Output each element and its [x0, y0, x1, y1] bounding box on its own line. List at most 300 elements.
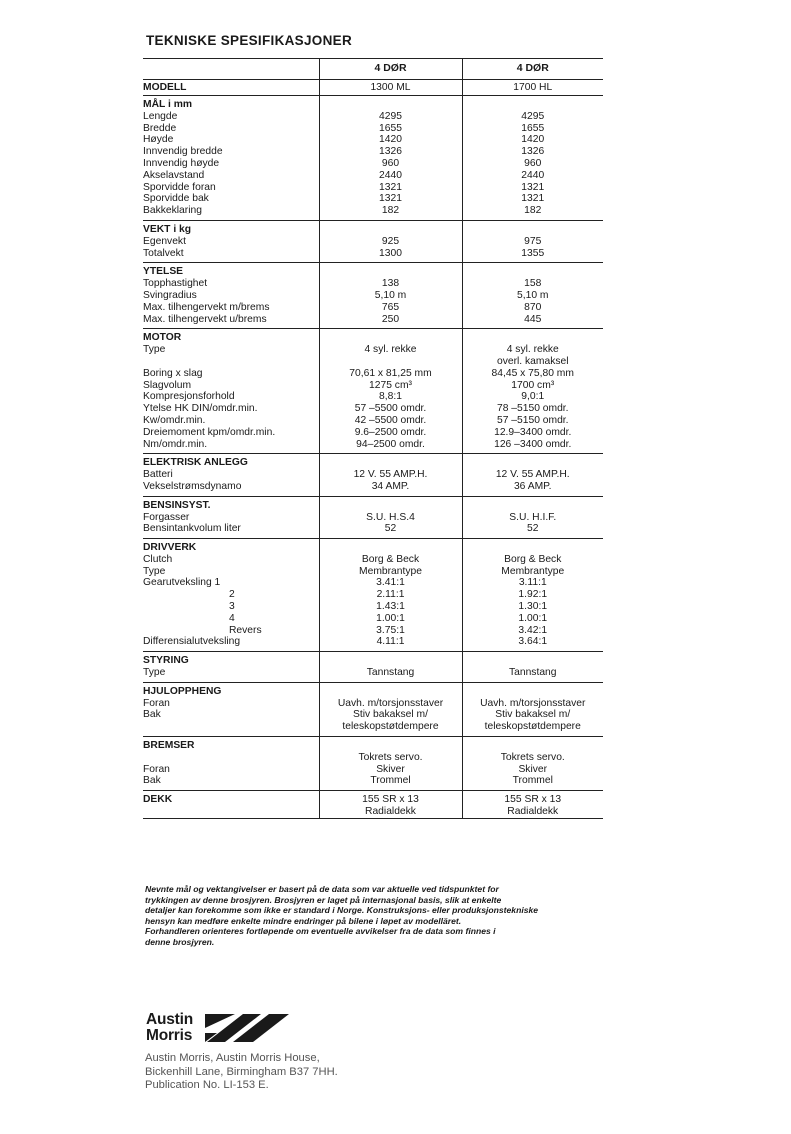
spec-row [143, 146, 603, 158]
value-col-1 [319, 566, 462, 578]
value-line: 1.00:1 [376, 612, 405, 624]
value-line: 42 –5500 omdr. [354, 414, 427, 426]
value-line: 36 AMP. [513, 480, 552, 492]
value-col-1 [319, 454, 462, 469]
spec-row [143, 709, 603, 733]
value-col-1 [319, 764, 462, 776]
spec-row [143, 601, 603, 613]
value-line: 70,61 x 81,25 mm [349, 367, 432, 379]
value-col-2 [462, 302, 603, 314]
value-col-1 [319, 302, 462, 314]
spec-label: Vekselstrømsdynamo [143, 480, 242, 492]
model-value-1: 1300 ML [319, 80, 462, 96]
value-col-2 [462, 454, 603, 469]
spec-label: Ytelse HK DIN/omdr.min. [143, 403, 258, 415]
section-heading-row [143, 220, 603, 235]
spec-label: Høyde [143, 134, 174, 146]
spec-row [143, 278, 603, 290]
value-line: 52 [527, 523, 539, 535]
value-col-1 [319, 775, 462, 787]
spec-label: Innvendig høyde [143, 157, 220, 169]
value-col-1 [319, 737, 462, 752]
logo-line-austin: Austin [146, 1011, 194, 1028]
value-col-1 [319, 134, 462, 146]
section-heading-row [143, 539, 603, 554]
value-line: 138 [381, 278, 400, 290]
spec-row [143, 111, 603, 123]
value-col-2 [462, 134, 603, 146]
value-line: S.U. H.I.F. [509, 511, 557, 523]
spec-row [143, 636, 603, 648]
spec-row [143, 158, 603, 170]
value-col-1 [319, 625, 462, 637]
value-line: S.U. H.S.4 [366, 511, 415, 523]
value-line: 158 [524, 278, 542, 290]
value-line: 1300 [379, 247, 402, 259]
spec-row [143, 236, 603, 248]
value-line: 5,10 m [517, 289, 549, 301]
value-line: 1.92:1 [518, 589, 548, 601]
value-col-2 [462, 698, 603, 710]
value-line: Tannstang [366, 667, 415, 679]
value-col-2 [462, 146, 603, 158]
spec-row [143, 182, 603, 194]
section-heading-row [143, 454, 603, 469]
value-col-2 [462, 248, 603, 260]
value-col-1 [319, 403, 462, 415]
value-line: 78 –5150 omdr. [496, 403, 569, 415]
value-col-1 [319, 146, 462, 158]
value-col-1 [319, 554, 462, 566]
value-col-1 [319, 752, 462, 764]
value-line: 1321 [379, 181, 402, 193]
value-col-2 [462, 427, 603, 439]
value-line: Borg & Beck [504, 553, 562, 565]
spec-row [143, 698, 603, 710]
value-line: 57 –5150 omdr. [496, 414, 569, 426]
value-col-1 [319, 698, 462, 710]
section-heading-text: DEKK [143, 794, 173, 806]
footnote-line: denne brosjyren. [145, 936, 215, 947]
section-heading-row [143, 263, 603, 278]
value-col-2 [462, 481, 603, 493]
value-line: 34 AMP. [371, 480, 410, 492]
spec-label: Type [143, 565, 166, 577]
value-line: 155 SR x 13 [362, 794, 419, 806]
spec-row [143, 613, 603, 625]
value-col-2 [462, 589, 603, 601]
spec-row [143, 625, 603, 637]
value-col-2 [462, 170, 603, 182]
value-col-2 [462, 566, 603, 578]
section-heading: MOTOR [143, 329, 319, 344]
spec-row [143, 170, 603, 182]
value-col-1 [319, 111, 462, 123]
value-line: Uavh. m/torsjonsstaver [480, 697, 586, 709]
value-col-2 [462, 469, 603, 481]
value-line: Uavh. m/torsjonsstaver [337, 697, 444, 709]
value-line: 765 [381, 301, 400, 313]
value-line: 8,8:1 [379, 391, 402, 403]
value-line: 155 SR x 13 [504, 794, 562, 806]
value-line: Trommel [370, 775, 411, 787]
spec-row [143, 415, 603, 427]
value-col-1 [319, 278, 462, 290]
value-line: 870 [524, 301, 542, 313]
section-heading: BENSINSYST. [143, 496, 319, 511]
spec-row [143, 205, 603, 217]
value-line: 1.30:1 [518, 601, 548, 613]
value-line: Skiver [518, 763, 548, 775]
value-col-2 [462, 391, 603, 403]
value-line: Membrantype [501, 565, 565, 577]
spec-label: Innvendig bredde [143, 146, 223, 158]
value-line: 4.11:1 [376, 636, 405, 648]
spec-row [143, 752, 603, 764]
value-line: 1655 [521, 122, 545, 134]
spec-row [143, 667, 603, 679]
footnote-line: trykkingen av denne brosjyren. Brosjyren er laget på internasjonal basis, slik at enkelte [145, 894, 502, 905]
spec-label: Bak [143, 709, 161, 721]
value-col-1 [319, 791, 462, 819]
value-line: 2440 [521, 169, 545, 181]
value-line: Radialdekk [507, 806, 559, 818]
value-col-1 [319, 667, 462, 679]
value-col-2 [462, 193, 603, 205]
value-col-1 [319, 96, 462, 111]
spec-label: 4 [229, 612, 235, 624]
spec-row [143, 302, 603, 314]
spec-label: Bredde [143, 122, 177, 134]
spec-label: Foran [143, 763, 170, 775]
spec-label: Bakkeklaring [143, 205, 202, 217]
value-col-1 [319, 220, 462, 235]
value-col-1 [319, 636, 462, 648]
spec-row [143, 123, 603, 135]
spec-row [143, 589, 603, 601]
value-col-2 [462, 329, 603, 344]
value-line: Stiv bakaksel m/ [353, 709, 428, 721]
value-col-1 [319, 496, 462, 511]
value-line: 9.6–2500 omdr. [354, 426, 427, 438]
value-col-1 [319, 236, 462, 248]
spec-row [143, 290, 603, 302]
column-header-2: 4 DØR [462, 59, 603, 80]
value-col-1 [319, 481, 462, 493]
value-col-2 [462, 220, 603, 235]
value-col-2 [462, 601, 603, 613]
value-line: 9,0:1 [521, 391, 545, 403]
section-heading-row [143, 737, 603, 752]
value-col-2 [462, 158, 603, 170]
value-col-2 [462, 96, 603, 111]
spec-label: Dreiemoment kpm/omdr.min. [143, 426, 276, 438]
value-col-2 [462, 764, 603, 776]
spec-label: Foran [143, 697, 170, 709]
value-col-2 [462, 403, 603, 415]
value-line: 52 [384, 523, 397, 535]
value-col-1 [319, 314, 462, 326]
spec-label: Batteri [143, 469, 173, 481]
section-heading: VEKT i kg [143, 220, 319, 235]
spec-row [143, 344, 603, 368]
value-col-2 [462, 652, 603, 667]
footnote-line: Forhandleren orienteres fortløpende om eventuelle avvikelser fra de data som finnes i [145, 926, 496, 937]
value-col-1 [319, 263, 462, 278]
value-line: teleskopstøtdempere [342, 721, 439, 733]
spec-label: Svingradius [143, 289, 197, 301]
address-line: Austin Morris, Austin Morris House, [145, 1052, 320, 1064]
value-line: 57 –5500 omdr. [354, 403, 427, 415]
spec-label: Max. tilhengervekt m/brems [143, 301, 270, 313]
value-col-1 [319, 589, 462, 601]
value-line: 4 syl. rekke [506, 344, 559, 356]
spec-row [143, 512, 603, 524]
value-col-1 [319, 512, 462, 524]
value-line: Tokrets servo. [500, 751, 565, 763]
value-line: 2440 [379, 169, 402, 181]
spec-label: Type [143, 667, 166, 679]
section-heading: MÅL i mm [143, 96, 319, 111]
value-line: 1326 [379, 146, 402, 158]
value-line: 1655 [379, 122, 402, 134]
value-line: 12 V. 55 AMP.H. [353, 469, 428, 481]
value-line: 182 [381, 205, 400, 217]
value-col-2 [462, 415, 603, 427]
value-line: 3.41:1 [376, 577, 405, 589]
value-line: 4295 [379, 110, 402, 122]
value-col-2 [462, 314, 603, 326]
spec-label: Type [143, 344, 166, 356]
value-line: Membrantype [359, 565, 422, 577]
value-col-1 [319, 380, 462, 392]
spec-label: Akselavstand [143, 169, 205, 181]
value-line: 1420 [521, 134, 545, 146]
value-col-2 [462, 123, 603, 135]
section-heading-row [143, 496, 603, 511]
section-row [143, 791, 603, 819]
value-col-2 [462, 577, 603, 589]
value-line: 94–2500 omdr. [356, 438, 425, 450]
spec-label: Differensialutveksling [143, 636, 241, 648]
spec-row [143, 134, 603, 146]
header-blank [143, 59, 319, 80]
value-col-2 [462, 682, 603, 697]
value-line: 12.9–3400 omdr. [494, 426, 572, 438]
value-col-1 [319, 539, 462, 554]
value-col-1 [319, 415, 462, 427]
spec-label: 3 [229, 601, 235, 613]
value-col-1 [319, 652, 462, 667]
value-col-2 [462, 791, 603, 819]
value-line: 126 –3400 omdr. [494, 438, 572, 450]
spec-row [143, 368, 603, 380]
value-line: 3.42:1 [518, 624, 548, 636]
spec-table [143, 58, 603, 819]
value-col-2 [462, 539, 603, 554]
model-label: MODELL [143, 80, 319, 96]
value-col-2 [462, 752, 603, 764]
value-col-1 [319, 368, 462, 380]
model-value-2: 1700 HL [462, 80, 603, 96]
spec-row [143, 554, 603, 566]
value-line: 960 [381, 157, 400, 169]
value-col-2 [462, 625, 603, 637]
spec-label: Sporvidde bak [143, 193, 209, 205]
section-heading: STYRING [143, 652, 319, 667]
section-heading-row [143, 682, 603, 697]
spec-label: Lengde [143, 110, 178, 122]
spec-row [143, 248, 603, 260]
spec-row [143, 391, 603, 403]
value-col-1 [319, 344, 462, 368]
value-col-2 [462, 775, 603, 787]
value-col-1 [319, 329, 462, 344]
value-col-2 [462, 512, 603, 524]
austin-morris-logo [146, 1012, 193, 1044]
value-col-1 [319, 469, 462, 481]
value-col-2 [462, 368, 603, 380]
value-col-1 [319, 709, 462, 733]
value-line: Skiver [376, 763, 405, 775]
value-col-2 [462, 290, 603, 302]
value-line: 5,10 m [374, 289, 407, 301]
value-line: 1700 cm³ [511, 379, 555, 391]
spec-label: Forgasser [143, 511, 190, 523]
spec-label: Topphastighet [143, 278, 208, 290]
logo-stripes-icon [205, 1014, 291, 1044]
section-heading [143, 791, 319, 819]
spec-label: Bensintankvolum liter [143, 523, 241, 535]
page-title: TEKNISKE SPESIFIKASJONER [146, 33, 352, 48]
address-line: Publication No. LI-153 E. [145, 1079, 269, 1092]
value-col-2 [462, 636, 603, 648]
spec-row [143, 403, 603, 415]
spec-row [143, 577, 603, 589]
spec-row [143, 566, 603, 578]
value-line: 182 [524, 205, 542, 217]
spec-label: Kw/omdr.min. [143, 414, 206, 426]
value-line: 1321 [521, 193, 545, 205]
model-row [143, 80, 603, 96]
value-col-1 [319, 523, 462, 535]
value-line: 3.75:1 [376, 624, 405, 636]
value-line: 1.43:1 [376, 601, 405, 613]
column-header-row [143, 59, 603, 80]
value-line: Radialdekk [365, 806, 416, 818]
spec-row [143, 427, 603, 439]
spec-row [143, 469, 603, 481]
value-line: 1326 [521, 146, 545, 158]
spec-label: Boring x slag [143, 367, 203, 379]
spec-label: 2 [229, 589, 235, 601]
value-line: 250 [381, 313, 400, 325]
value-line: 3.11:1 [518, 577, 547, 589]
spec-label [143, 752, 319, 764]
spec-label: Totalvekt [143, 247, 184, 259]
value-col-2 [462, 439, 603, 451]
footnote-line: Nevnte mål og vektangivelser er basert på de data som var aktuelle ved tidspunktet for [145, 884, 499, 894]
section-heading-row [143, 96, 603, 111]
section-heading: BREMSER [143, 737, 319, 752]
value-line: Borg & Beck [361, 553, 420, 565]
value-col-2 [462, 344, 603, 368]
value-line: 445 [524, 313, 542, 325]
spec-row [143, 193, 603, 205]
value-col-2 [462, 380, 603, 392]
value-col-2 [462, 236, 603, 248]
value-col-1 [319, 577, 462, 589]
section-heading-row [143, 652, 603, 667]
value-col-1 [319, 123, 462, 135]
value-line: 2.11:1 [376, 589, 405, 601]
spec-label: Sporvidde foran [143, 181, 216, 193]
value-line: 925 [381, 235, 400, 247]
value-line: 1420 [379, 134, 402, 146]
value-line: 4 syl. rekke [364, 344, 417, 356]
value-line: 4295 [521, 110, 545, 122]
spec-row [143, 439, 603, 451]
spec-label: Clutch [143, 553, 173, 565]
spec-row [143, 775, 603, 787]
section-heading: HJULOPPHENG [143, 682, 319, 697]
value-col-2 [462, 263, 603, 278]
spec-row [143, 523, 603, 535]
value-line: 1321 [521, 181, 545, 193]
value-line: 12 V. 55 AMP.H. [495, 469, 570, 481]
value-col-2 [462, 278, 603, 290]
footnote [145, 884, 615, 948]
value-col-2 [462, 554, 603, 566]
value-line: teleskopstøtdempere [484, 721, 581, 733]
value-line: Tannstang [508, 667, 557, 679]
footnote-line: hensyn kan medføre enkelte mindre endringer på bilene i løpet av modelläret. [145, 915, 462, 926]
value-col-1 [319, 427, 462, 439]
section-heading-row [143, 329, 603, 344]
value-line: 84,45 x 75,80 mm [491, 367, 574, 379]
value-col-2 [462, 737, 603, 752]
address-block [145, 1052, 338, 1093]
value-col-2 [462, 182, 603, 194]
value-line: 1.00:1 [518, 612, 548, 624]
value-col-1 [319, 158, 462, 170]
section-heading: YTELSE [143, 263, 319, 278]
spec-row [143, 380, 603, 392]
value-col-1 [319, 170, 462, 182]
value-line: 960 [524, 157, 542, 169]
value-col-2 [462, 523, 603, 535]
spec-row [143, 314, 603, 326]
value-col-2 [462, 667, 603, 679]
value-col-2 [462, 205, 603, 217]
value-col-2 [462, 111, 603, 123]
spec-label: Slagvolum [143, 379, 192, 391]
value-col-2 [462, 496, 603, 511]
spec-label: Max. tilhengervekt u/brems [143, 313, 267, 325]
value-col-1 [319, 248, 462, 260]
spec-row [143, 764, 603, 776]
section-heading: ELEKTRISK ANLEGG [143, 454, 319, 469]
spec-label: Egenvekt [143, 235, 186, 247]
value-col-1 [319, 601, 462, 613]
value-line: 1321 [379, 193, 402, 205]
spec-label: Revers [229, 624, 262, 636]
value-col-2 [462, 709, 603, 733]
value-line: Trommel [512, 775, 553, 787]
spec-label: Bak [143, 775, 161, 787]
spec-label: Nm/omdr.min. [143, 438, 208, 450]
value-line: Tokrets servo. [358, 751, 423, 763]
